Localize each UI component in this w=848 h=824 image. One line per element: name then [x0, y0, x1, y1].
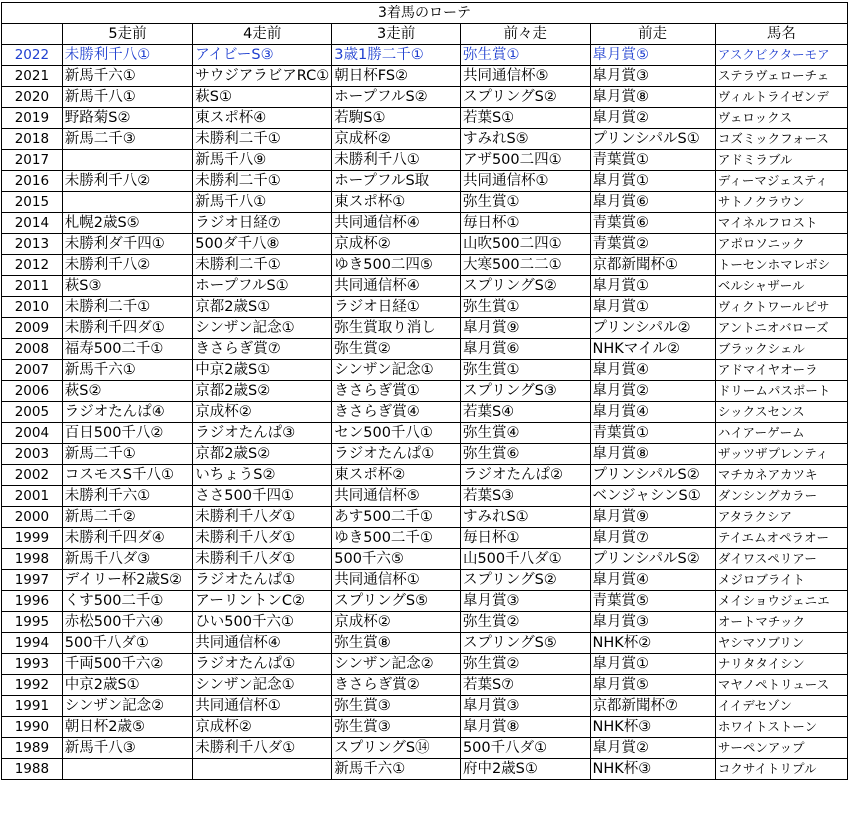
race-2-prior-cell[interactable]: 弥生賞①: [460, 297, 590, 318]
race-2-prior-cell[interactable]: 弥生賞④: [460, 423, 590, 444]
table-row: [2, 297, 848, 318]
last-race-cell[interactable]: 京都新聞杯①: [590, 255, 715, 276]
year-cell[interactable]: 2022: [2, 45, 63, 66]
table-row: [2, 570, 848, 591]
race-4-prior-cell[interactable]: 新馬千八①: [193, 192, 332, 213]
year-cell[interactable]: 1996: [2, 591, 63, 612]
last-race-cell[interactable]: プリンシパルS②: [590, 465, 715, 486]
race-5-prior-cell[interactable]: 未勝利千八②: [62, 255, 193, 276]
table-row: [2, 759, 848, 780]
race-4-prior-cell[interactable]: ホープフルS①: [193, 276, 332, 297]
horse-name-cell[interactable]: ベルシャザール: [715, 276, 847, 297]
race-5-prior-cell[interactable]: 新馬二千③: [62, 129, 193, 150]
horse-name-cell[interactable]: ヴィクトワールピサ: [715, 297, 847, 318]
last-race-cell[interactable]: 皐月賞②: [590, 108, 715, 129]
header-last-race[interactable]: 前走: [590, 24, 715, 45]
header-3rd-prior[interactable]: 3走前: [332, 24, 461, 45]
table-row: [2, 612, 848, 633]
race-3-prior-cell[interactable]: スプリングS⑭: [332, 738, 461, 759]
table-row: [2, 381, 848, 402]
title-row: [2, 3, 848, 24]
table-row: [2, 45, 848, 66]
last-race-cell[interactable]: 青葉賞⑤: [590, 591, 715, 612]
race-3-prior-cell[interactable]: 若駒S①: [332, 108, 461, 129]
last-race-cell[interactable]: 皐月賞①: [590, 297, 715, 318]
race-5-prior-cell[interactable]: 新馬千六①: [62, 66, 193, 87]
last-race-cell[interactable]: 皐月賞⑨: [590, 507, 715, 528]
table-row: [2, 171, 848, 192]
table-row: [2, 360, 848, 381]
race-5-prior-cell[interactable]: 千両500千六②: [62, 654, 193, 675]
race-4-prior-cell[interactable]: ひい500千六①: [193, 612, 332, 633]
table-row: [2, 150, 848, 171]
year-cell[interactable]: 2020: [2, 87, 63, 108]
race-3-prior-cell[interactable]: ゆき500二四⑤: [332, 255, 461, 276]
race-2-prior-cell[interactable]: 皐月賞⑧: [460, 717, 590, 738]
race-5-prior-cell[interactable]: 新馬千六①: [62, 360, 193, 381]
year-cell[interactable]: 2016: [2, 171, 63, 192]
rotation-table: [1, 2, 848, 780]
race-4-prior-cell[interactable]: [193, 759, 332, 780]
last-race-cell[interactable]: NHK杯②: [590, 633, 715, 654]
race-5-prior-cell[interactable]: 500千八ダ①: [62, 633, 193, 654]
table-row: [2, 696, 848, 717]
race-2-prior-cell[interactable]: 若葉S③: [460, 486, 590, 507]
race-2-prior-cell[interactable]: 毎日杯①: [460, 213, 590, 234]
race-4-prior-cell[interactable]: いちょうS②: [193, 465, 332, 486]
race-3-prior-cell[interactable]: ラジオ日経①: [332, 297, 461, 318]
race-4-prior-cell[interactable]: アーリントンC②: [193, 591, 332, 612]
race-2-prior-cell[interactable]: 弥生賞②: [460, 612, 590, 633]
race-3-prior-cell[interactable]: 弥生賞取り消し: [332, 318, 461, 339]
race-2-prior-cell[interactable]: 山吹500二四①: [460, 234, 590, 255]
year-cell[interactable]: 2004: [2, 423, 63, 444]
table-row: [2, 444, 848, 465]
race-4-prior-cell[interactable]: ラジオ日経⑦: [193, 213, 332, 234]
race-2-prior-cell[interactable]: 弥生賞②: [460, 654, 590, 675]
race-4-prior-cell[interactable]: 共同通信杯①: [193, 696, 332, 717]
year-cell[interactable]: 2000: [2, 507, 63, 528]
race-5-prior-cell[interactable]: 福寿500二千①: [62, 339, 193, 360]
last-race-cell[interactable]: 皐月賞⑧: [590, 87, 715, 108]
race-3-prior-cell[interactable]: きさらぎ賞④: [332, 402, 461, 423]
year-cell[interactable]: 2021: [2, 66, 63, 87]
year-cell[interactable]: 1990: [2, 717, 63, 738]
year-cell[interactable]: 2008: [2, 339, 63, 360]
race-3-prior-cell[interactable]: セン500千八①: [332, 423, 461, 444]
race-4-prior-cell[interactable]: 未勝利千八ダ①: [193, 507, 332, 528]
last-race-cell[interactable]: 皐月賞⑧: [590, 444, 715, 465]
race-3-prior-cell[interactable]: ホープフルS取: [332, 171, 461, 192]
horse-name-cell[interactable]: コズミックフォース: [715, 129, 847, 150]
race-4-prior-cell[interactable]: 京都2歳S①: [193, 297, 332, 318]
last-race-cell[interactable]: 皐月賞④: [590, 570, 715, 591]
horse-name-cell[interactable]: サトノクラウン: [715, 192, 847, 213]
race-4-prior-cell[interactable]: 未勝利二千①: [193, 255, 332, 276]
last-race-cell[interactable]: 青葉賞⑥: [590, 213, 715, 234]
last-race-cell[interactable]: 皐月賞⑥: [590, 192, 715, 213]
year-cell[interactable]: 2013: [2, 234, 63, 255]
race-2-prior-cell[interactable]: 若葉S①: [460, 108, 590, 129]
horse-name-cell[interactable]: ホワイトストーン: [715, 717, 847, 738]
year-cell[interactable]: 2002: [2, 465, 63, 486]
race-4-prior-cell[interactable]: サウジアラビアRC①: [193, 66, 332, 87]
race-3-prior-cell[interactable]: 朝日杯FS②: [332, 66, 461, 87]
horse-name-cell[interactable]: イイデセゾン: [715, 696, 847, 717]
race-2-prior-cell[interactable]: スプリングS⑤: [460, 633, 590, 654]
horse-name-cell[interactable]: ヴェロックス: [715, 108, 847, 129]
race-3-prior-cell[interactable]: 弥生賞⑧: [332, 633, 461, 654]
horse-name-cell[interactable]: マヤノペトリュース: [715, 675, 847, 696]
year-cell[interactable]: 2012: [2, 255, 63, 276]
race-3-prior-cell[interactable]: きさらぎ賞①: [332, 381, 461, 402]
race-5-prior-cell[interactable]: [62, 150, 193, 171]
race-3-prior-cell[interactable]: きさらぎ賞②: [332, 675, 461, 696]
race-3-prior-cell[interactable]: シンザン記念①: [332, 360, 461, 381]
horse-name-cell[interactable]: ザッツザプレンティ: [715, 444, 847, 465]
race-3-prior-cell[interactable]: 3歳1勝二千①: [332, 45, 461, 66]
race-5-prior-cell[interactable]: 朝日杯2歳⑤: [62, 717, 193, 738]
horse-name-cell[interactable]: サーペンアップ: [715, 738, 847, 759]
last-race-cell[interactable]: 皐月賞②: [590, 381, 715, 402]
horse-name-cell[interactable]: ナリタタイシン: [715, 654, 847, 675]
year-cell[interactable]: 1998: [2, 549, 63, 570]
year-cell[interactable]: 2011: [2, 276, 63, 297]
last-race-cell[interactable]: 京都新聞杯⑦: [590, 696, 715, 717]
last-race-cell[interactable]: 皐月賞①: [590, 276, 715, 297]
race-4-prior-cell[interactable]: 共同通信杯④: [193, 633, 332, 654]
race-5-prior-cell[interactable]: 新馬二千②: [62, 507, 193, 528]
race-4-prior-cell[interactable]: 京成杯②: [193, 402, 332, 423]
race-5-prior-cell[interactable]: [62, 192, 193, 213]
race-2-prior-cell[interactable]: 弥生賞①: [460, 45, 590, 66]
race-4-prior-cell[interactable]: 萩S①: [193, 87, 332, 108]
horse-name-cell[interactable]: メジロブライト: [715, 570, 847, 591]
race-4-prior-cell[interactable]: 未勝利二千①: [193, 171, 332, 192]
table-row: [2, 717, 848, 738]
race-5-prior-cell[interactable]: 新馬千八③: [62, 738, 193, 759]
table-row: [2, 234, 848, 255]
horse-name-cell[interactable]: アドマイヤオーラ: [715, 360, 847, 381]
race-4-prior-cell[interactable]: アイビーS③: [193, 45, 332, 66]
race-3-prior-cell[interactable]: 新馬千六①: [332, 759, 461, 780]
last-race-cell[interactable]: 青葉賞②: [590, 234, 715, 255]
race-2-prior-cell[interactable]: 毎日杯①: [460, 528, 590, 549]
table-row: [2, 423, 848, 444]
last-race-cell[interactable]: NHK杯③: [590, 717, 715, 738]
table-row: [2, 87, 848, 108]
race-2-prior-cell[interactable]: 皐月賞⑥: [460, 339, 590, 360]
race-3-prior-cell[interactable]: 東スポ杯②: [332, 465, 461, 486]
table-title[interactable]: 3着馬のローテ: [2, 3, 848, 24]
race-4-prior-cell[interactable]: きさらぎ賞⑦: [193, 339, 332, 360]
last-race-cell[interactable]: 皐月賞④: [590, 402, 715, 423]
race-4-prior-cell[interactable]: 未勝利二千①: [193, 129, 332, 150]
table-row: [2, 108, 848, 129]
race-3-prior-cell[interactable]: 弥生賞③: [332, 696, 461, 717]
race-2-prior-cell[interactable]: スプリングS②: [460, 570, 590, 591]
race-5-prior-cell[interactable]: [62, 759, 193, 780]
race-2-prior-cell[interactable]: 共同通信杯①: [460, 171, 590, 192]
race-2-prior-cell[interactable]: 弥生賞⑥: [460, 444, 590, 465]
year-cell[interactable]: 2017: [2, 150, 63, 171]
race-4-prior-cell[interactable]: 未勝利千八ダ①: [193, 549, 332, 570]
race-5-prior-cell[interactable]: ラジオたんぱ④: [62, 402, 193, 423]
year-cell[interactable]: 2009: [2, 318, 63, 339]
race-5-prior-cell[interactable]: デイリー杯2歳S②: [62, 570, 193, 591]
race-5-prior-cell[interactable]: 野路菊S②: [62, 108, 193, 129]
race-5-prior-cell[interactable]: 萩S②: [62, 381, 193, 402]
race-5-prior-cell[interactable]: 未勝利二千①: [62, 297, 193, 318]
race-5-prior-cell[interactable]: 新馬千八ダ③: [62, 549, 193, 570]
last-race-cell[interactable]: 青葉賞①: [590, 423, 715, 444]
race-2-prior-cell[interactable]: 若葉S④: [460, 402, 590, 423]
table-row: [2, 507, 848, 528]
race-3-prior-cell[interactable]: 京成杯②: [332, 129, 461, 150]
race-2-prior-cell[interactable]: 共同通信杯⑤: [460, 66, 590, 87]
horse-name-cell[interactable]: アスクビクターモア: [715, 45, 847, 66]
race-3-prior-cell[interactable]: 共同通信杯④: [332, 276, 461, 297]
race-4-prior-cell[interactable]: 500ダ千八⑧: [193, 234, 332, 255]
horse-name-cell[interactable]: ステラヴェローチェ: [715, 66, 847, 87]
race-3-prior-cell[interactable]: あす500二千①: [332, 507, 461, 528]
table-row: [2, 339, 848, 360]
header-year[interactable]: [2, 24, 63, 45]
table-row: [2, 654, 848, 675]
header-row: [2, 24, 848, 45]
race-3-prior-cell[interactable]: スプリングS⑤: [332, 591, 461, 612]
race-4-prior-cell[interactable]: 未勝利千八ダ①: [193, 738, 332, 759]
race-5-prior-cell[interactable]: 新馬千八①: [62, 87, 193, 108]
race-4-prior-cell[interactable]: ささ500千四①: [193, 486, 332, 507]
horse-name-cell[interactable]: コクサイトリプル: [715, 759, 847, 780]
race-4-prior-cell[interactable]: シンザン記念①: [193, 675, 332, 696]
race-2-prior-cell[interactable]: 府中2歳S①: [460, 759, 590, 780]
race-5-prior-cell[interactable]: 未勝利千四ダ①: [62, 318, 193, 339]
race-2-prior-cell[interactable]: 皐月賞⑨: [460, 318, 590, 339]
last-race-cell[interactable]: 皐月賞②: [590, 738, 715, 759]
race-2-prior-cell[interactable]: スプリングS②: [460, 87, 590, 108]
year-cell[interactable]: 1995: [2, 612, 63, 633]
table-row: [2, 66, 848, 87]
race-5-prior-cell[interactable]: コスモスS千八①: [62, 465, 193, 486]
race-3-prior-cell[interactable]: 弥生賞②: [332, 339, 461, 360]
table-row: [2, 255, 848, 276]
race-5-prior-cell[interactable]: 赤松500千六④: [62, 612, 193, 633]
race-2-prior-cell[interactable]: 若葉S⑦: [460, 675, 590, 696]
year-cell[interactable]: 2007: [2, 360, 63, 381]
horse-name-cell[interactable]: テイエムオペラオー: [715, 528, 847, 549]
year-cell[interactable]: 2005: [2, 402, 63, 423]
last-race-cell[interactable]: 皐月賞③: [590, 66, 715, 87]
year-cell[interactable]: 2014: [2, 213, 63, 234]
table-row: [2, 318, 848, 339]
race-2-prior-cell[interactable]: スプリングS②: [460, 276, 590, 297]
race-4-prior-cell[interactable]: ラジオたんぱ①: [193, 570, 332, 591]
race-5-prior-cell[interactable]: 未勝利千八②: [62, 171, 193, 192]
year-cell[interactable]: 2010: [2, 297, 63, 318]
table-row: [2, 591, 848, 612]
race-2-prior-cell[interactable]: 山500千八ダ①: [460, 549, 590, 570]
race-3-prior-cell[interactable]: 共同通信杯⑤: [332, 486, 461, 507]
table-row: [2, 633, 848, 654]
year-cell[interactable]: 1999: [2, 528, 63, 549]
race-2-prior-cell[interactable]: 皐月賞③: [460, 696, 590, 717]
race-3-prior-cell[interactable]: 京成杯②: [332, 234, 461, 255]
last-race-cell[interactable]: ベンジャシンS①: [590, 486, 715, 507]
table-row: [2, 549, 848, 570]
race-4-prior-cell[interactable]: 京成杯②: [193, 717, 332, 738]
race-2-prior-cell[interactable]: 皐月賞③: [460, 591, 590, 612]
last-race-cell[interactable]: 皐月賞⑤: [590, 45, 715, 66]
header-2nd-prior[interactable]: 前々走: [460, 24, 590, 45]
horse-name-cell[interactable]: マチカネアカツキ: [715, 465, 847, 486]
header-5th-prior[interactable]: 5走前: [62, 24, 193, 45]
horse-name-cell[interactable]: ブラックシェル: [715, 339, 847, 360]
race-2-prior-cell[interactable]: 弥生賞①: [460, 192, 590, 213]
race-2-prior-cell[interactable]: 500千八ダ①: [460, 738, 590, 759]
last-race-cell[interactable]: 皐月賞③: [590, 612, 715, 633]
race-5-prior-cell[interactable]: 未勝利千八①: [62, 45, 193, 66]
year-cell[interactable]: 2001: [2, 486, 63, 507]
horse-name-cell[interactable]: オートマチック: [715, 612, 847, 633]
race-2-prior-cell[interactable]: ラジオたんぱ②: [460, 465, 590, 486]
year-cell[interactable]: 2019: [2, 108, 63, 129]
race-5-prior-cell[interactable]: 未勝利千六①: [62, 486, 193, 507]
race-5-prior-cell[interactable]: シンザン記念②: [62, 696, 193, 717]
race-2-prior-cell[interactable]: 弥生賞①: [460, 360, 590, 381]
race-3-prior-cell[interactable]: 東スポ杯①: [332, 192, 461, 213]
header-horse-name[interactable]: 馬名: [715, 24, 847, 45]
table-row: [2, 675, 848, 696]
year-cell[interactable]: 1992: [2, 675, 63, 696]
year-cell[interactable]: 2003: [2, 444, 63, 465]
last-race-cell[interactable]: 皐月賞①: [590, 654, 715, 675]
year-cell[interactable]: 2006: [2, 381, 63, 402]
year-cell[interactable]: 1988: [2, 759, 63, 780]
last-race-cell[interactable]: 皐月賞①: [590, 171, 715, 192]
race-3-prior-cell[interactable]: 共同通信杯①: [332, 570, 461, 591]
race-5-prior-cell[interactable]: 札幌2歳S⑤: [62, 213, 193, 234]
race-5-prior-cell[interactable]: 新馬二千①: [62, 444, 193, 465]
race-3-prior-cell[interactable]: 弥生賞③: [332, 717, 461, 738]
horse-name-cell[interactable]: アポロソニック: [715, 234, 847, 255]
race-3-prior-cell[interactable]: 共同通信杯④: [332, 213, 461, 234]
table-row: [2, 465, 848, 486]
race-5-prior-cell[interactable]: 百日500千八②: [62, 423, 193, 444]
race-2-prior-cell[interactable]: 大寒500二二①: [460, 255, 590, 276]
year-cell[interactable]: 1989: [2, 738, 63, 759]
table-row: [2, 528, 848, 549]
horse-name-cell[interactable]: ダンシングカラー: [715, 486, 847, 507]
last-race-cell[interactable]: 皐月賞⑤: [590, 675, 715, 696]
horse-name-cell[interactable]: ヴィルトライゼンデ: [715, 87, 847, 108]
horse-name-cell[interactable]: トーセンホマレボシ: [715, 255, 847, 276]
year-cell[interactable]: 1991: [2, 696, 63, 717]
race-3-prior-cell[interactable]: 京成杯②: [332, 612, 461, 633]
race-3-prior-cell[interactable]: ホープフルS②: [332, 87, 461, 108]
last-race-cell[interactable]: 皐月賞⑦: [590, 528, 715, 549]
race-3-prior-cell[interactable]: ゆき500二千①: [332, 528, 461, 549]
last-race-cell[interactable]: プリンシパルS①: [590, 129, 715, 150]
race-3-prior-cell[interactable]: シンザン記念②: [332, 654, 461, 675]
race-3-prior-cell[interactable]: ラジオたんぱ①: [332, 444, 461, 465]
race-4-prior-cell[interactable]: 京都2歳S②: [193, 444, 332, 465]
last-race-cell[interactable]: プリンシパル②: [590, 318, 715, 339]
table-row: [2, 486, 848, 507]
table-row: [2, 276, 848, 297]
year-cell[interactable]: 1997: [2, 570, 63, 591]
race-3-prior-cell[interactable]: 500千六⑤: [332, 549, 461, 570]
year-cell[interactable]: 2015: [2, 192, 63, 213]
last-race-cell[interactable]: 皐月賞④: [590, 360, 715, 381]
race-4-prior-cell[interactable]: シンザン記念①: [193, 318, 332, 339]
horse-name-cell[interactable]: アントニオバローズ: [715, 318, 847, 339]
horse-name-cell[interactable]: ドリームパスポート: [715, 381, 847, 402]
horse-name-cell[interactable]: ヤシマソブリン: [715, 633, 847, 654]
race-4-prior-cell[interactable]: 京都2歳S②: [193, 381, 332, 402]
race-2-prior-cell[interactable]: すみれS①: [460, 507, 590, 528]
table-row: [2, 213, 848, 234]
race-4-prior-cell[interactable]: ラジオたんぱ③: [193, 423, 332, 444]
race-2-prior-cell[interactable]: スプリングS③: [460, 381, 590, 402]
race-5-prior-cell[interactable]: 中京2歳S①: [62, 675, 193, 696]
table-row: [2, 129, 848, 150]
horse-name-cell[interactable]: ダイワスペリアー: [715, 549, 847, 570]
race-5-prior-cell[interactable]: 未勝利千四ダ④: [62, 528, 193, 549]
race-5-prior-cell[interactable]: 萩S③: [62, 276, 193, 297]
race-4-prior-cell[interactable]: 新馬千八⑨: [193, 150, 332, 171]
horse-name-cell[interactable]: ハイアーゲーム: [715, 423, 847, 444]
year-cell[interactable]: 1994: [2, 633, 63, 654]
race-5-prior-cell[interactable]: 未勝利ダ千四①: [62, 234, 193, 255]
horse-name-cell[interactable]: マイネルフロスト: [715, 213, 847, 234]
race-5-prior-cell[interactable]: くす500二千①: [62, 591, 193, 612]
horse-name-cell[interactable]: アタラクシア: [715, 507, 847, 528]
table-row: [2, 402, 848, 423]
race-4-prior-cell[interactable]: ラジオたんぱ①: [193, 654, 332, 675]
year-cell[interactable]: 1993: [2, 654, 63, 675]
last-race-cell[interactable]: プリンシパルS②: [590, 549, 715, 570]
horse-name-cell[interactable]: メイショウジェニエ: [715, 591, 847, 612]
race-3-prior-cell[interactable]: 未勝利千八①: [332, 150, 461, 171]
race-4-prior-cell[interactable]: 中京2歳S①: [193, 360, 332, 381]
race-4-prior-cell[interactable]: 東スポ杯④: [193, 108, 332, 129]
horse-name-cell[interactable]: シックスセンス: [715, 402, 847, 423]
horse-name-cell[interactable]: アドミラブル: [715, 150, 847, 171]
last-race-cell[interactable]: 青葉賞①: [590, 150, 715, 171]
race-4-prior-cell[interactable]: 未勝利千八ダ①: [193, 528, 332, 549]
horse-name-cell[interactable]: ディーマジェスティ: [715, 171, 847, 192]
header-4th-prior[interactable]: 4走前: [193, 24, 332, 45]
race-2-prior-cell[interactable]: すみれS⑤: [460, 129, 590, 150]
last-race-cell[interactable]: NHKマイル②: [590, 339, 715, 360]
last-race-cell[interactable]: NHK杯③: [590, 759, 715, 780]
race-2-prior-cell[interactable]: アザ500二四①: [460, 150, 590, 171]
table-row: [2, 192, 848, 213]
year-cell[interactable]: 2018: [2, 129, 63, 150]
table-row: [2, 738, 848, 759]
